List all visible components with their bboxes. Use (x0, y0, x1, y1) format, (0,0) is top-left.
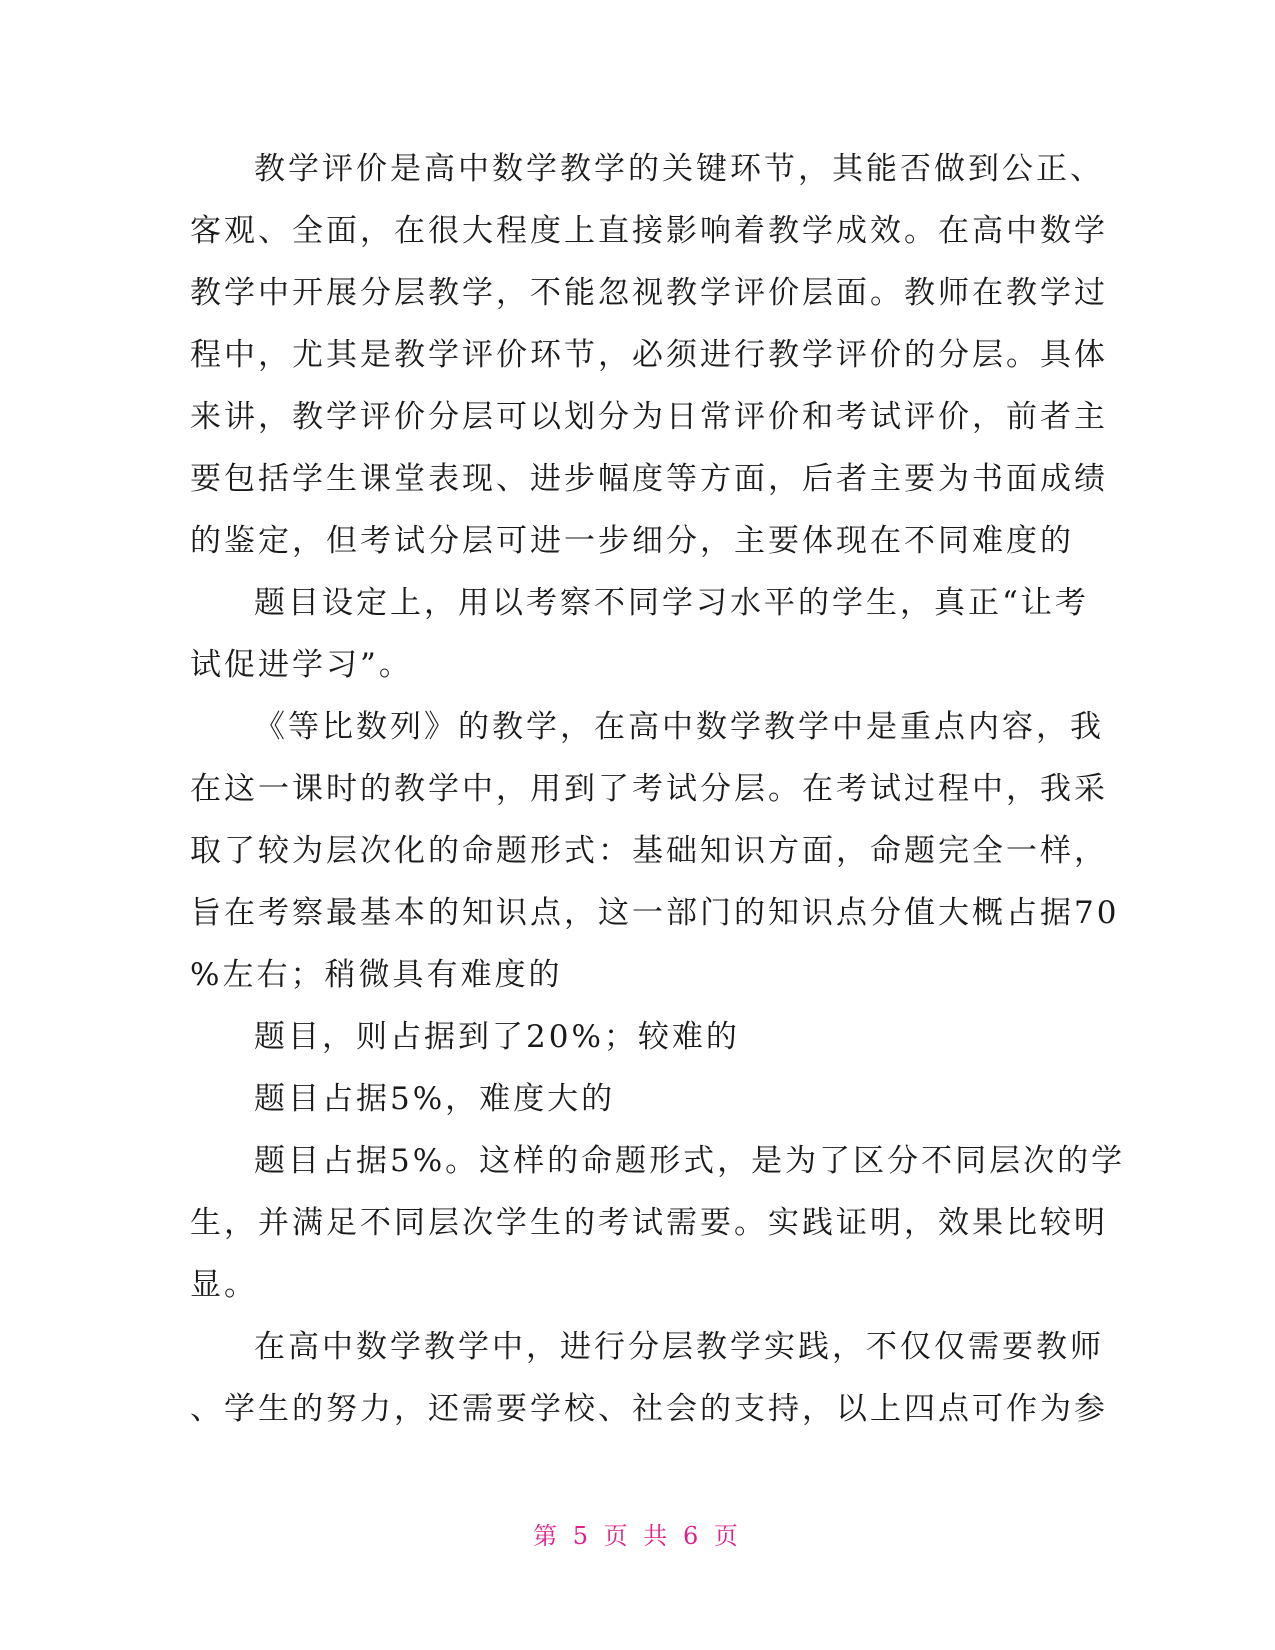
text-line: 题目占据5%。这样的命题形式，是为了区分不同层次的学 (254, 1143, 1126, 1179)
text-line: 题目，则占据到了20%；较难的 (254, 1019, 740, 1055)
text-line: 客观、全面，在很大程度上直接影响着教学成效。在高中数学 (190, 213, 1108, 249)
text-line: 、学生的努力，还需要学校、社会的支持，以上四点可作为参 (190, 1391, 1108, 1427)
text-line: 在高中数学教学中，进行分层教学实践，不仅仅需要教师 (254, 1329, 1104, 1365)
text-line: 的鉴定，但考试分层可进一步细分，主要体现在不同难度的 (190, 523, 1074, 559)
text-line: %左右；稍微具有难度的 (190, 957, 563, 993)
text-line: 在这一课时的教学中，用到了考试分层。在考试过程中，我采 (190, 771, 1108, 807)
text-line: 来讲，教学评价分层可以划分为日常评价和考试评价，前者主 (190, 399, 1108, 435)
text-line: 题目占据5%，难度大的 (254, 1081, 616, 1117)
text-line: 显。 (190, 1267, 258, 1303)
text-line: 题目设定上，用以考察不同学习水平的学生，真正“让考 (254, 585, 1089, 621)
text-line: 试促进学习”。 (190, 647, 413, 683)
page-number-footer: 第 5 页 共 6 页 (533, 1522, 742, 1550)
text-line: 教学评价是高中数学教学的关键环节，其能否做到公正、 (254, 151, 1104, 187)
text-line: 《等比数列》的教学，在高中数学教学中是重点内容，我 (254, 709, 1104, 745)
document-body (190, 138, 1126, 1440)
text-line: 要包括学生课堂表现、进步幅度等方面，后者主要为书面成绩 (190, 461, 1108, 497)
text-line: 取了较为层次化的命题形式：基础知识方面，命题完全一样， (190, 833, 1108, 869)
text-line: 旨在考察最基本的知识点，这一部门的知识点分值大概占据70 (190, 895, 1120, 931)
text-line: 程中，尤其是教学评价环节，必须进行教学评价的分层。具体 (190, 337, 1108, 373)
text-line: 教学中开展分层教学，不能忽视教学评价层面。教师在教学过 (190, 275, 1108, 311)
text-line: 生，并满足不同层次学生的考试需要。实践证明，效果比较明 (190, 1205, 1108, 1241)
